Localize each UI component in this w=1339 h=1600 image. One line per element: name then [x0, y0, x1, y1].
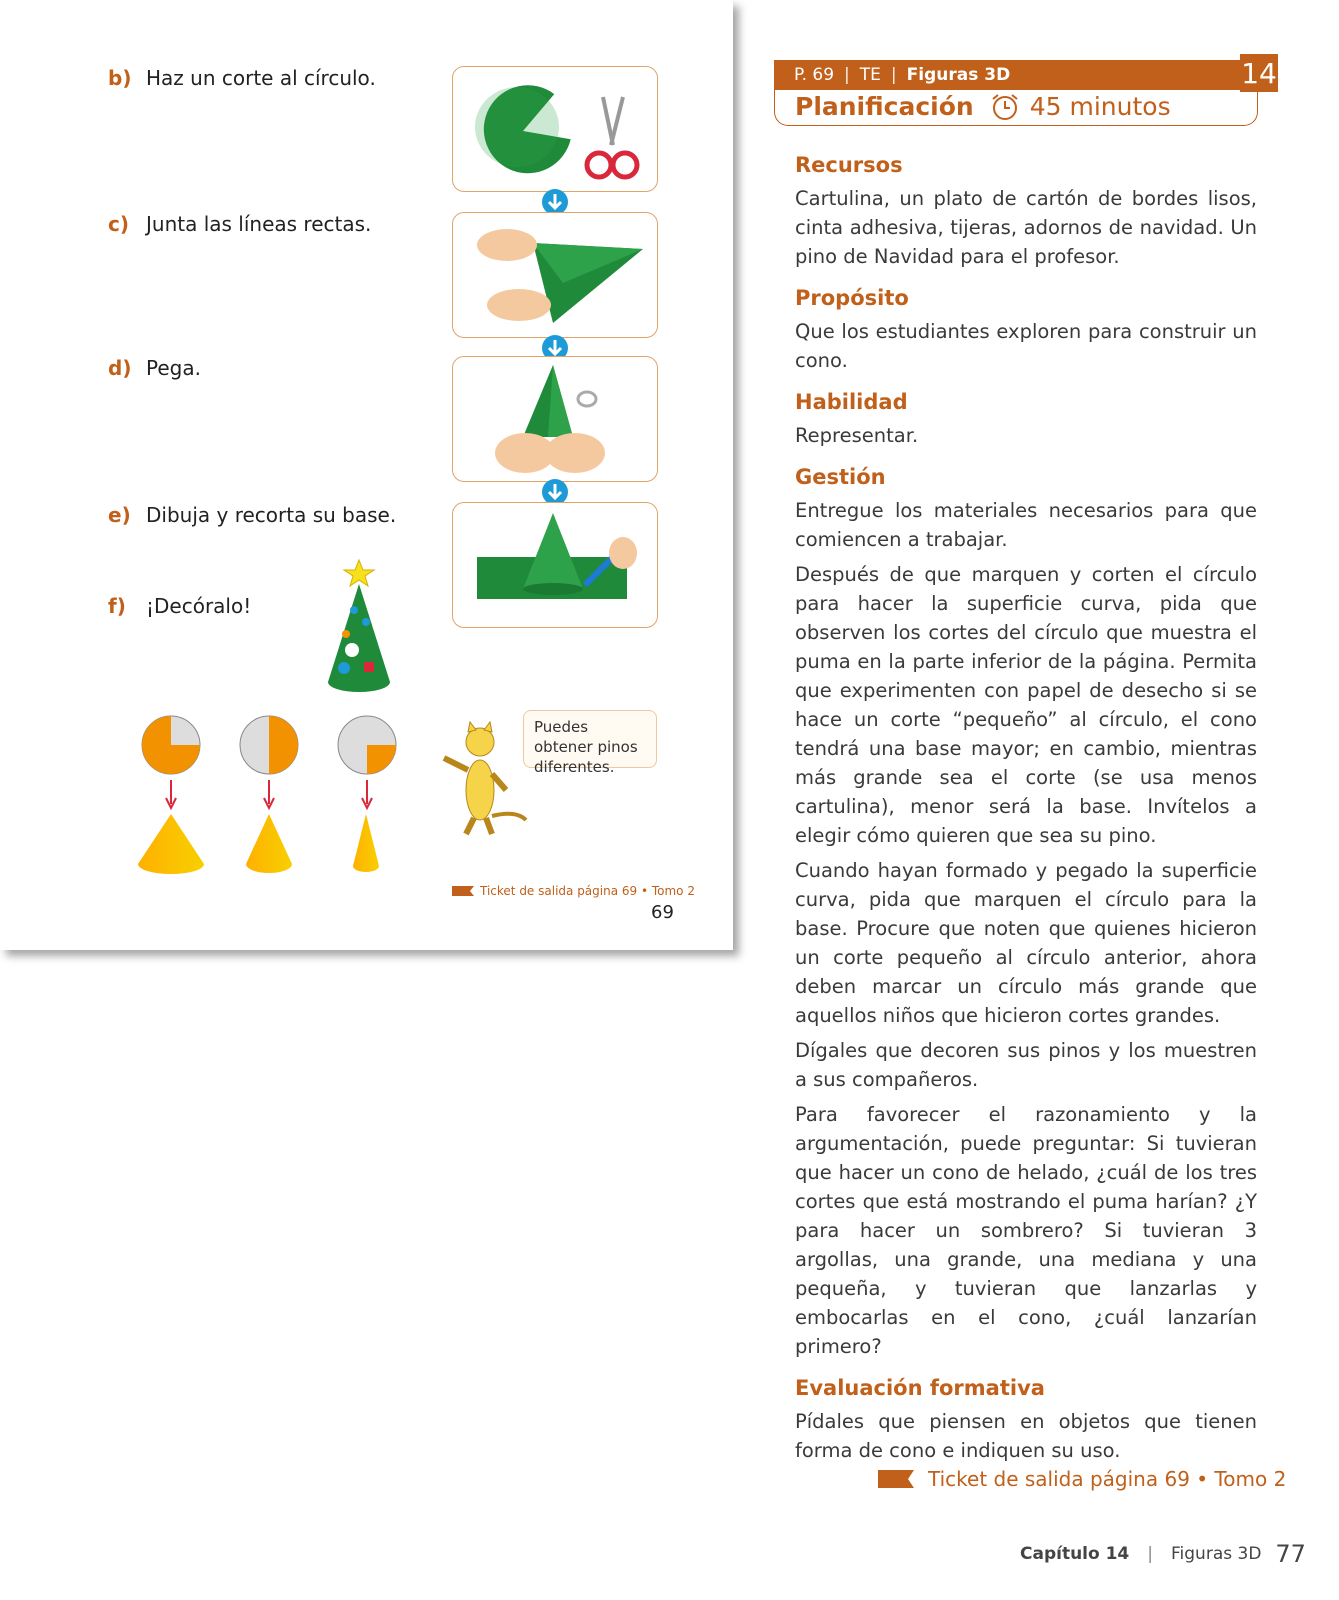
separator: |	[1147, 1544, 1153, 1564]
step-d	[108, 356, 201, 380]
page-number: 77	[1275, 1540, 1306, 1568]
tape-icon	[578, 392, 596, 406]
pie-cut-small-icon	[140, 714, 202, 776]
paragraph: Para favorecer el razonamiento y la argumentación, puede preguntar: Si tuvieran que hacer un cono de helado, ¿cuál de los tres cortes que está mostrando el puma harían? ¿Y para hacer un sombrero? Si tuvieran 3 argollas, una grande, una mediana y una pequeña, y tuvieran que lanzarlas y embocarlas en el cono, ¿cuál lanzarían primero?	[795, 1103, 1257, 1358]
ticket-text: Ticket de salida página 69 • Tomo 2	[480, 884, 695, 898]
section-gestion	[795, 462, 1257, 1361]
section-body: Cartulina, un plato de cartón de bordes lisos, cinta adhesiva, tijeras, adornos de navidad. Un pino de Navidad para el profesor.	[795, 187, 1257, 268]
decorated-tree-image	[322, 558, 396, 698]
separator: |	[890, 65, 897, 85]
planning-header	[774, 88, 1258, 126]
step-letter: f)	[108, 594, 126, 618]
step-text: Haz un corte al círculo.	[146, 66, 376, 90]
section-body: Representar.	[795, 424, 919, 447]
ticket-text: Ticket de salida página 69 • Tomo 2	[928, 1467, 1287, 1491]
pie-cut-large-icon	[336, 714, 398, 776]
ticket-footer-small	[452, 884, 695, 898]
step-letter: b)	[108, 66, 132, 90]
plan-title: Planificación	[795, 92, 974, 121]
puma-character-image	[436, 720, 536, 838]
cone-narrow-icon	[350, 812, 382, 876]
step-letter: c)	[108, 212, 129, 236]
student-page	[0, 0, 733, 950]
paragraph: Después de que marquen y corten el círculo para hacer la superficie curva, pida que observen los cortes del círculo que muestra el puma en la parte inferior de la página. Permita que experimenten con papel de desecho si se hace un corte “pequeño” al círculo, el cono tendrá una base mayor; en cambio, mientras más grande sea el corte (se usa menos cartulina), menor será la base. Invítelos a elegir cómo quieren que sea su pino.	[795, 563, 1257, 847]
paragraph: Entregue los materiales necesarios para que comiencen a trabajar.	[795, 499, 1257, 551]
footer-chapter: Capítulo 14	[1020, 1544, 1130, 1564]
arrow-down-icon	[361, 780, 373, 810]
chapter-badge: 14	[1240, 54, 1278, 92]
section-body: Que los estudiantes exploren para construir un cono.	[795, 320, 1257, 372]
section-habilidad	[795, 387, 1257, 450]
illustration-cut-circle	[452, 66, 658, 192]
separator: |	[844, 65, 850, 85]
footer-topic: Figuras 3D	[1171, 1544, 1262, 1564]
topic-label: Figuras 3D	[906, 65, 1011, 85]
ticket-icon	[452, 886, 474, 896]
step-letter: e)	[108, 503, 131, 527]
arrow-down-icon	[263, 780, 275, 810]
section-title: Recursos	[795, 153, 903, 177]
illustration-glue	[452, 356, 658, 482]
ticket-icon	[878, 1470, 914, 1488]
section-title: Propósito	[795, 286, 909, 310]
step-c	[108, 212, 371, 236]
step-text: ¡Decóralo!	[146, 594, 252, 618]
step-e	[108, 503, 396, 527]
illustration-join-lines	[452, 212, 658, 338]
section-body: Pídales que piensen en objetos que tienen forma de cono e indiquen su uso.	[795, 1410, 1257, 1462]
pie-cut-half-icon	[238, 714, 300, 776]
arrow-down-icon	[165, 780, 177, 810]
section-title: Evaluación formativa	[795, 1376, 1045, 1400]
paragraph: Cuando hayan formado y pegado la superficie curva, pida que marquen el círculo para la base. Procure que noten que quienes hicieron un corte pequeño al círculo anterior, ahora deben marcar un círculo más grande que aquellos niños que hicieron cortes grandes.	[795, 859, 1257, 1027]
page-reference: P. 69	[794, 65, 835, 85]
scissors-icon	[587, 97, 637, 177]
page-number: 69	[651, 902, 674, 923]
alarm-clock-icon	[990, 92, 1020, 122]
step-letter: d)	[108, 356, 132, 380]
ticket-footer	[878, 1467, 1286, 1491]
edition-label: TE	[859, 65, 881, 85]
step-f	[108, 594, 251, 618]
speech-bubble: Puedes obtener pinos diferentes.	[523, 710, 657, 768]
step-b	[108, 66, 376, 90]
step-text: Pega.	[146, 356, 201, 380]
plan-duration: 45 minutos	[1029, 92, 1171, 121]
step-text: Junta las líneas rectas.	[146, 212, 372, 236]
page-header-bar	[774, 60, 1278, 90]
illustration-draw-base	[452, 502, 658, 628]
cone-wide-icon	[136, 812, 206, 876]
step-text: Dibuja y recorta su base.	[146, 503, 397, 527]
section-title: Habilidad	[795, 390, 908, 414]
page-footer	[1020, 1540, 1306, 1568]
paragraph: Dígales que decoren sus pinos y los muestren a sus compañeros.	[795, 1039, 1257, 1091]
section-evaluacion	[795, 1373, 1257, 1465]
section-proposito	[795, 283, 1257, 375]
section-title: Gestión	[795, 465, 886, 489]
cone-medium-icon	[244, 812, 294, 876]
teacher-guide-content	[795, 150, 1257, 1477]
section-recursos	[795, 150, 1257, 271]
